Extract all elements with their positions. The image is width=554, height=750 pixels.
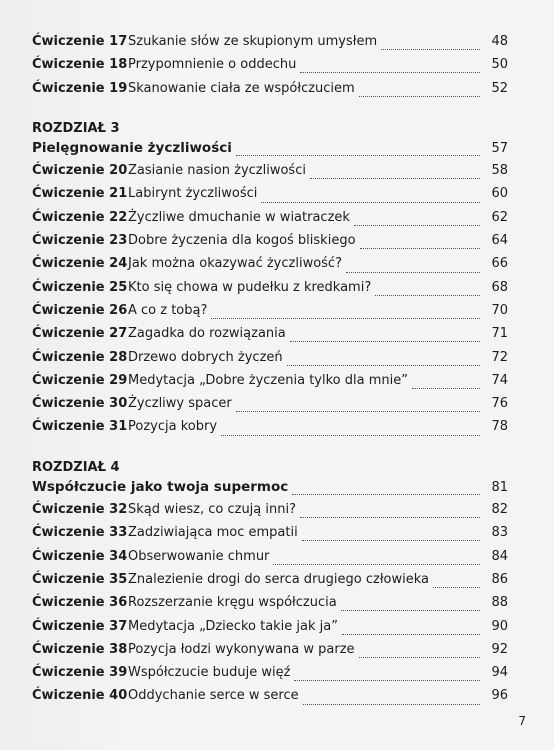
leader-dots [310, 178, 480, 179]
leader-dots [300, 72, 480, 73]
exercise-number: Ćwiczenie 23 [32, 233, 128, 249]
chapter-4-title: Współczucie jako twoja supermoc [32, 478, 289, 495]
exercise-title: Życzliwe dmuchanie w wiatraczek [128, 209, 350, 225]
chapter-3-page: 57 [491, 140, 508, 156]
exercise-number: Ćwiczenie 29 [32, 372, 128, 388]
exercise-page: 82 [491, 502, 508, 518]
exercise-number: Ćwiczenie 33 [32, 525, 128, 541]
toc-entry [32, 419, 508, 442]
exercise-page: 88 [491, 595, 508, 611]
exercise-page: 52 [491, 80, 508, 96]
exercise-title: Dobre życzenia dla kogoś bliskiego [128, 233, 356, 249]
toc-entry [32, 303, 508, 326]
toc-entry [32, 665, 508, 688]
table-of-contents [32, 34, 508, 712]
exercise-page: 96 [491, 688, 508, 704]
toc-entry [32, 280, 508, 303]
exercise-number: Ćwiczenie 25 [32, 279, 128, 295]
exercise-number: Ćwiczenie 36 [32, 595, 128, 611]
toc-entry [32, 186, 508, 209]
leader-dots [342, 634, 480, 635]
exercise-number: Ćwiczenie 38 [32, 641, 128, 657]
toc-entry [32, 502, 508, 525]
leader-dots [354, 225, 480, 226]
exercise-number: Ćwiczenie 32 [32, 502, 128, 518]
toc-entry [32, 233, 508, 256]
leader-dots [412, 388, 480, 389]
toc-entry [32, 256, 508, 279]
toc-entry [32, 373, 508, 396]
leader-dots [433, 587, 480, 588]
toc-entry [32, 210, 508, 233]
exercise-title: A co z tobą? [128, 302, 208, 318]
exercise-title: Szukanie słów ze skupionym umysłem [128, 34, 378, 49]
exercise-title: Znalezienie drogi do serca drugiego człowieka [128, 571, 429, 587]
exercise-number: Ćwiczenie 31 [32, 419, 128, 435]
exercise-number: Ćwiczenie 26 [32, 302, 128, 318]
exercise-page: 94 [491, 665, 508, 681]
leader-dots [300, 517, 480, 518]
chapter-4-page: 81 [491, 479, 508, 495]
leader-dots [359, 96, 480, 97]
exercise-page: 83 [491, 525, 508, 541]
exercise-title: Zagadka do rozwiązania [128, 326, 286, 342]
toc-entry [32, 572, 508, 595]
chapter-3-heading [32, 140, 508, 163]
exercise-page: 60 [491, 186, 508, 202]
exercise-page: 78 [491, 419, 508, 435]
exercise-page: 84 [491, 548, 508, 564]
exercise-page: 90 [491, 618, 508, 634]
toc-entry [32, 688, 508, 711]
toc-entry [32, 396, 508, 419]
toc-entry [32, 549, 508, 572]
spacer [32, 104, 508, 118]
exercise-number: Ćwiczenie 21 [32, 186, 128, 202]
exercise-title: Jak można okazywać życzliwość? [128, 256, 342, 272]
leader-dots [381, 49, 480, 50]
exercise-page: 92 [491, 641, 508, 657]
toc-entry [32, 163, 508, 186]
exercise-number: Ćwiczenie 40 [32, 688, 128, 704]
exercise-number: Ćwiczenie 17 [32, 34, 128, 49]
leader-dots [287, 365, 480, 366]
exercise-page: 48 [491, 34, 508, 49]
exercise-title: Zadziwiająca moc empatii [128, 525, 298, 541]
leader-dots [346, 272, 480, 273]
toc-entry [32, 595, 508, 618]
exercise-page: 74 [491, 372, 508, 388]
exercise-page: 58 [491, 163, 508, 179]
exercise-page: 66 [491, 256, 508, 272]
leader-dots [273, 564, 480, 565]
chapter-3-title: Pielęgnowanie życzliwości [32, 139, 232, 156]
leader-dots [261, 202, 480, 203]
exercise-title: Skąd wiesz, co czują inni? [128, 502, 296, 518]
exercise-number: Ćwiczenie 28 [32, 349, 128, 365]
exercise-title: Obserwowanie chmur [128, 548, 270, 564]
chapter-3-label: ROZDZIAŁ 3 [32, 120, 120, 136]
exercise-title: Oddychanie serce w serce [128, 688, 299, 704]
exercise-number: Ćwiczenie 27 [32, 326, 128, 342]
toc-entry [32, 34, 508, 57]
toc-list-chapter-3 [32, 163, 508, 443]
toc-list-chapter-4 [32, 502, 508, 712]
spacer [32, 443, 508, 457]
exercise-number: Ćwiczenie 22 [32, 209, 128, 225]
leader-dots [359, 657, 480, 658]
exercise-number: Ćwiczenie 24 [32, 256, 128, 272]
page-number: 7 [518, 714, 526, 728]
exercise-title: Rozszerzanie kręgu współczucia [128, 595, 337, 611]
leader-dots [375, 295, 480, 296]
leader-dots [302, 540, 480, 541]
toc-entry [32, 81, 508, 104]
toc-entry [32, 525, 508, 548]
exercise-number: Ćwiczenie 37 [32, 618, 128, 634]
exercise-page: 64 [491, 233, 508, 249]
exercise-title: Medytacja „Dobre życzenia tylko dla mnie” [128, 372, 408, 388]
exercise-title: Pozycja łodzi wykonywana w parze [128, 641, 355, 657]
exercise-title: Labirynt życzliwości [128, 186, 258, 202]
exercise-title: Kto się chowa w pudełku z kredkami? [128, 279, 372, 295]
leader-dots [236, 411, 480, 412]
exercise-number: Ćwiczenie 20 [32, 163, 128, 179]
exercise-number: Ćwiczenie 19 [32, 80, 128, 96]
exercise-number: Ćwiczenie 18 [32, 57, 128, 73]
toc-entry [32, 350, 508, 373]
exercise-page: 71 [491, 326, 508, 342]
leader-dots [341, 610, 480, 611]
exercise-title: Medytacja „Dziecko takie jak ja” [128, 618, 338, 634]
exercise-title: Życzliwy spacer [128, 396, 232, 412]
exercise-title: Przypomnienie o oddechu [128, 57, 297, 73]
exercise-page: 70 [491, 302, 508, 318]
toc-entry [32, 326, 508, 349]
toc-entry [32, 642, 508, 665]
exercise-title: Zasianie nasion życzliwości [128, 163, 306, 179]
leader-dots [236, 155, 480, 156]
exercise-number: Ćwiczenie 35 [32, 571, 128, 587]
exercise-page: 76 [491, 396, 508, 412]
exercise-number: Ćwiczenie 30 [32, 396, 128, 412]
leader-dots [292, 494, 480, 495]
exercise-number: Ćwiczenie 39 [32, 665, 128, 681]
leader-dots [290, 341, 480, 342]
exercise-page: 86 [491, 571, 508, 587]
exercise-page: 68 [491, 279, 508, 295]
exercise-title: Współczucie buduje więź [128, 665, 291, 681]
exercise-page: 62 [491, 209, 508, 225]
chapter-4-heading [32, 479, 508, 502]
leader-dots [294, 680, 480, 681]
leader-dots [303, 704, 480, 705]
chapter-4-label: ROZDZIAŁ 4 [32, 459, 120, 475]
toc-list-top [32, 34, 508, 104]
exercise-title: Drzewo dobrych życzeń [128, 349, 283, 365]
exercise-title: Skanowanie ciała ze współczuciem [128, 80, 355, 96]
leader-dots [360, 248, 480, 249]
exercise-number: Ćwiczenie 34 [32, 548, 128, 564]
exercise-page: 50 [491, 57, 508, 73]
toc-entry [32, 57, 508, 80]
exercise-page: 72 [491, 349, 508, 365]
leader-dots [211, 318, 480, 319]
leader-dots [221, 435, 480, 436]
toc-entry [32, 619, 508, 642]
exercise-title: Pozycja kobry [128, 419, 218, 435]
